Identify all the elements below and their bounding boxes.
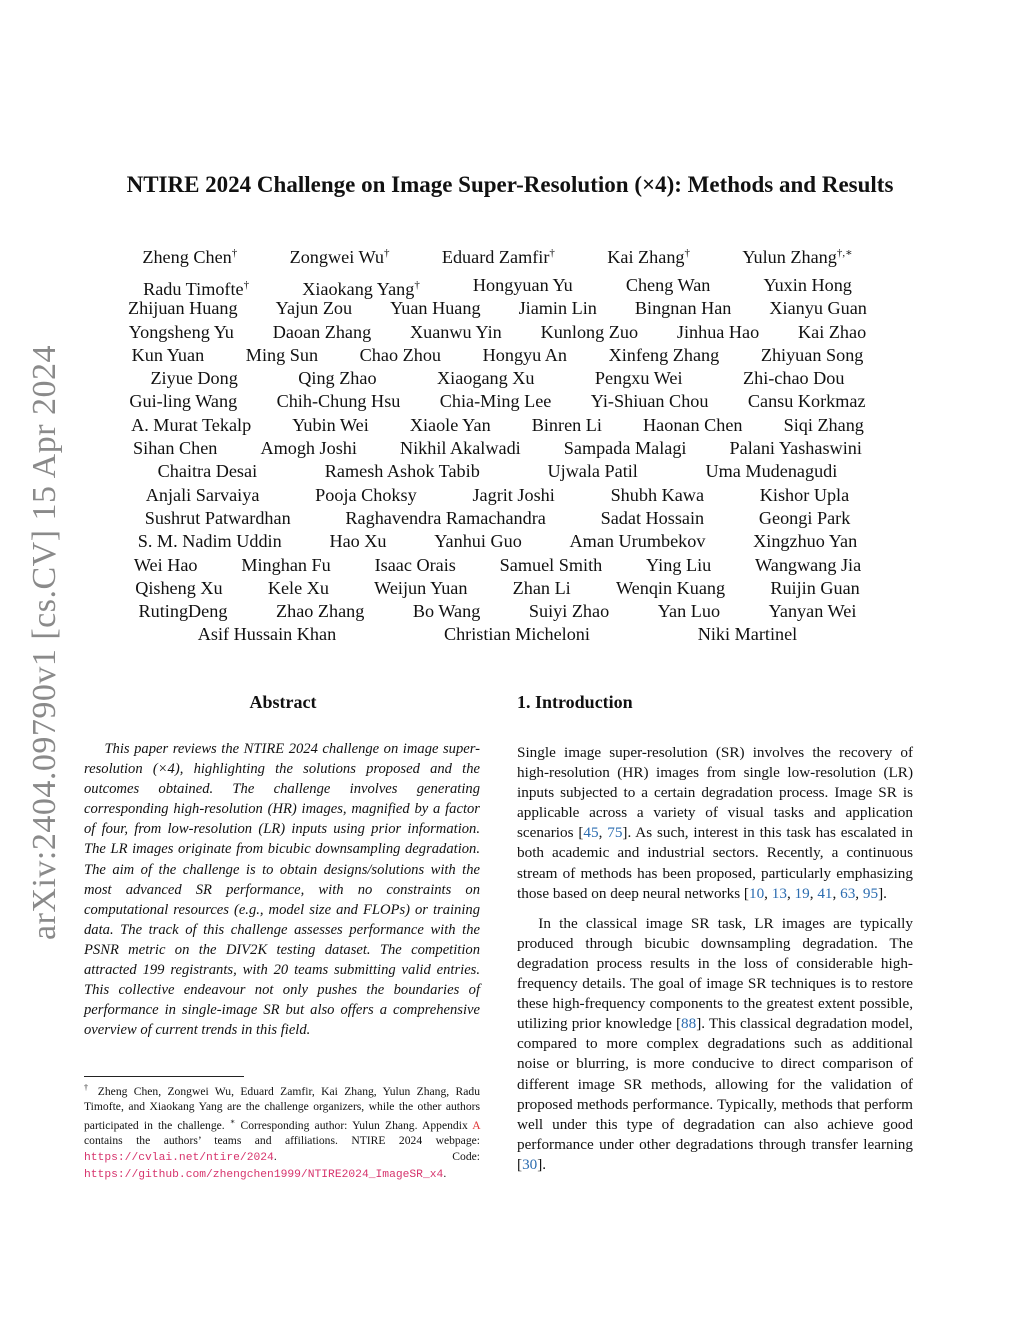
author-name: Aman Urumbekov	[569, 531, 706, 552]
author-row	[90, 437, 905, 460]
author-affiliation-mark: †	[549, 247, 555, 259]
appendix-link[interactable]: A	[472, 1119, 481, 1133]
introduction-paragraph-1: Single image super-resolution (SR) involves the recovery of high-resolution (HR) images from single low-resolution (LR) inputs subjected to a certain degradation process. Image SR is applicable across a variety of visual tasks and application scenarios [45, 75]. As such, interest in this task has escalated in both academic and industrial sectors. Recently, a continuous stream of methods has been proposed, particularly emphasizing those based on deep neural networks [10, 13, 19, 41, 63, 95].	[517, 744, 913, 902]
author-name: Ramesh Ashok Tabib	[324, 461, 480, 482]
author-name: Zhiyuan Song	[760, 344, 864, 365]
author-row	[90, 530, 905, 553]
author-name: Daoan Zhang	[272, 321, 372, 342]
author-name: Yi-Shiuan Chou	[590, 391, 709, 412]
author-name: Palani Yashaswini	[729, 438, 862, 459]
author-name: Jinhua Hao	[676, 321, 760, 342]
author-affiliation-mark: †	[414, 279, 420, 291]
author-name: RutingDeng	[138, 601, 228, 622]
author-name: Chih-Chung Hsu	[276, 391, 401, 412]
footnote-mark: †	[84, 1083, 92, 1092]
author-name: Eduard Zamfir†	[441, 247, 555, 268]
citation-link[interactable]: 95	[862, 884, 879, 902]
author-name: Anjali Sarvaiya	[145, 484, 260, 505]
author-name: Suiyi Zhao	[528, 601, 610, 622]
author-name: Xiaole Yan	[409, 414, 491, 435]
author-affiliation-mark: †,∗	[836, 247, 853, 259]
author-row	[90, 274, 905, 300]
author-row	[90, 414, 905, 437]
arxiv-identifier-stamp: arXiv:2404.09790v1 [cs.CV] 15 Apr 2024	[26, 344, 63, 940]
author-name: Raghavendra Ramachandra	[345, 507, 546, 528]
author-name: S. M. Nadim Uddin	[137, 531, 282, 552]
author-name: Haonan Chen	[643, 414, 743, 435]
citation-link[interactable]: 75	[607, 824, 623, 842]
author-name: Bo Wang	[412, 601, 481, 622]
author-row	[90, 240, 905, 274]
introduction-body	[517, 743, 913, 1185]
author-name: Yan Luo	[657, 601, 721, 622]
author-name: Xiaogang Xu	[437, 368, 535, 389]
footnote-star: ∗	[229, 1117, 236, 1127]
author-row	[90, 507, 905, 530]
author-name: Ujwala Patil	[547, 461, 638, 482]
author-name: Chia-Ming Lee	[439, 391, 552, 412]
author-name: Samuel Smith	[499, 554, 603, 575]
author-row	[90, 577, 905, 600]
author-name: Kishor Upla	[759, 484, 850, 505]
author-name: Xianyu Guan	[769, 298, 867, 319]
author-row	[90, 484, 905, 507]
author-list	[90, 240, 905, 647]
footnote-divider	[84, 1076, 244, 1077]
author-name: Ying Liu	[646, 554, 712, 575]
author-name: Ruijin Guan	[770, 577, 860, 598]
footnote-corresponding: Corresponding author: Yulun Zhang. Appendix	[240, 1119, 468, 1133]
author-name: Ming Sun	[245, 344, 319, 365]
author-name: Weijun Yuan	[374, 577, 468, 598]
author-affiliation-mark: †	[231, 247, 238, 259]
author-name: Radu Timofte†	[143, 279, 250, 300]
author-name: Binren Li	[531, 414, 602, 435]
author-row	[90, 367, 905, 390]
author-name: Chao Zhou	[359, 344, 442, 365]
author-name: Isaac Orais	[374, 554, 456, 575]
author-name: Pengxu Wei	[594, 368, 683, 389]
author-name: Pooja Choksy	[315, 484, 417, 505]
footnote-end: .	[443, 1166, 447, 1180]
author-row	[90, 600, 905, 623]
author-name: Christian Micheloni	[443, 624, 590, 645]
author-name: Hongyuan Yu	[472, 275, 573, 295]
author-row	[90, 344, 905, 367]
author-name: Gui-ling Wang	[129, 391, 238, 412]
author-name: Yubin Wei	[292, 414, 369, 435]
citation-link[interactable]: 30	[522, 1155, 538, 1173]
author-name: Cheng Wan	[625, 275, 711, 295]
footnote	[84, 1080, 480, 1183]
citation-link[interactable]: 10	[748, 884, 765, 902]
author-affiliation-mark: †	[684, 247, 691, 259]
author-name: Cansu Korkmaz	[747, 391, 866, 412]
introduction-paragraph-2: In the classical image SR task, LR images are typically produced through bicubic downsampling degradation. The degradation process results in the loss of considerable high-frequency details. The goal of image SR techniques is to restore these high-frequency components to the greatest extent possible, utilizing prior knowledge [88]. This classical degradation model, compared to more complex degradations such as additional noise or blurring, is more conducive to direct comparison of different image SR methods, allowing for the validation of proposed methods performance. Typically, methods that perform well under this type of degradation can also achieve good performance under other degradations through transfer learning [30].	[517, 914, 913, 1173]
author-name: Chaitra Desai	[157, 461, 258, 482]
author-name: Yanhui Guo	[434, 531, 522, 552]
abstract-heading: Abstract	[249, 692, 317, 712]
footnote-organizers: Zheng Chen, Zongwei Wu, Eduard Zamfir, Kai Zhang, Yulun Zhang, Radu Timofte, and Xiaokang Yang are the challenge organizers, while the other authors participated in the challenge.	[84, 1084, 480, 1133]
author-name: Zhi-chao Dou	[742, 368, 845, 389]
author-name: Ziyue Dong	[150, 368, 238, 389]
abstract-text: This paper reviews the NTIRE 2024 challenge on image super-resolution (×4), highlighting the solutions proposed and the outcomes obtained. The challenge involves generating corresponding high-resolution (HR) images, magnified by a factor of four, from low-resolution (LR) inputs using prior information. The LR images originate from bicubic downsampling degradation. The aim of the challenge is to obtain designs/solutions with the most advanced SR performance, with no constraints on computational resources (e.g., model size and FLOPs) or training data. The track of this challenge assesses performance with the PSNR metric on the DIV2K testing dataset. The competition attracted 199 registrants, with 20 teams submitting valid entries. This collective endeavour not only pushes the boundaries of performance in single-image SR but also offers a comprehensive overview of current trends in this field.	[84, 741, 480, 1039]
author-name: Wenqin Kuang	[615, 577, 726, 598]
author-name: Xingzhuo Yan	[753, 531, 858, 552]
author-name: Niki Martinel	[697, 624, 798, 645]
author-row	[90, 297, 905, 320]
author-name: Jiamin Lin	[518, 298, 597, 319]
author-name: Sampada Malagi	[563, 438, 687, 459]
author-name: Bingnan Han	[634, 298, 732, 319]
footnote-affiliations: contains the authors’ teams and affiliations. NTIRE 2024 webpage:	[84, 1134, 480, 1148]
author-name: Wangwang Jia	[755, 554, 862, 575]
author-name: Yanyan Wei	[768, 601, 857, 622]
author-name: Yajun Zou	[275, 298, 353, 319]
author-name: Xuanwu Yin	[409, 321, 502, 342]
author-name: Amogh Joshi	[260, 438, 357, 459]
author-name: Siqi Zhang	[783, 414, 864, 435]
author-name: A. Murat Tekalp	[131, 414, 252, 435]
author-name: Zheng Chen†	[142, 247, 238, 268]
author-name: Jagrit Joshi	[472, 484, 555, 505]
citation-link[interactable]: 19	[794, 884, 810, 902]
author-row	[90, 390, 905, 413]
author-name: Qing Zhao	[298, 368, 377, 389]
author-name: Asif Hussain Khan	[197, 624, 337, 645]
author-name: Shubh Kawa	[610, 484, 705, 505]
author-name: Geongi Park	[758, 507, 851, 528]
author-name: Zhan Li	[512, 577, 571, 598]
author-name: Sihan Chen	[133, 438, 218, 459]
author-name: Yongsheng Yu	[128, 321, 234, 342]
introduction-heading: 1. Introduction	[517, 692, 633, 712]
code-link[interactable]: https://github.com/zhengchen1999/NTIRE2024_ImageSR_x4	[84, 1168, 444, 1181]
author-name: Yulun Zhang†,∗	[742, 247, 853, 268]
citation-link[interactable]: 45	[583, 824, 599, 842]
author-name: Zhijuan Huang	[128, 298, 238, 319]
citation-link[interactable]: 88	[681, 1015, 697, 1033]
code-label: . Code:	[273, 1149, 480, 1163]
author-name: Uma Mudenagudi	[705, 461, 838, 482]
author-row	[90, 554, 905, 577]
author-name: Minghan Fu	[241, 554, 331, 575]
author-name: Yuan Huang	[390, 298, 481, 319]
author-name: Wei Hao	[133, 554, 198, 575]
author-name: Kun Yuan	[131, 344, 205, 365]
author-row	[90, 623, 905, 646]
author-name: Kai Zhao	[798, 321, 867, 342]
citation-link[interactable]: 63	[840, 884, 856, 902]
paper-title: NTIRE 2024 Challenge on Image Super-Resolution (×4): Methods and Results	[126, 172, 894, 197]
author-name: Xiaokang Yang†	[302, 279, 420, 300]
author-name: Kele Xu	[267, 577, 329, 598]
author-row	[90, 321, 905, 344]
author-name: Hao Xu	[329, 531, 387, 552]
author-row	[90, 460, 905, 483]
citation-link[interactable]: 41	[817, 884, 833, 902]
author-name: Kai Zhang†	[607, 247, 691, 268]
author-name: Qisheng Xu	[135, 577, 223, 598]
author-name: Nikhil Akalwadi	[399, 438, 521, 459]
author-name: Zhao Zhang	[275, 601, 365, 622]
author-name: Kunlong Zuo	[540, 321, 639, 342]
author-affiliation-mark: †	[384, 247, 390, 259]
author-affiliation-mark: †	[243, 279, 250, 291]
author-name: Xinfeng Zhang	[608, 344, 720, 365]
author-name: Sadat Hossain	[600, 507, 705, 528]
author-name: Yuxin Hong	[763, 275, 852, 295]
author-name: Hongyu An	[482, 344, 567, 365]
author-name: Zongwei Wu†	[289, 247, 390, 268]
citation-link[interactable]: 13	[771, 884, 787, 902]
author-name: Sushrut Patwardhan	[144, 507, 291, 528]
webpage-link[interactable]: https://cvlai.net/ntire/2024	[84, 1151, 274, 1164]
